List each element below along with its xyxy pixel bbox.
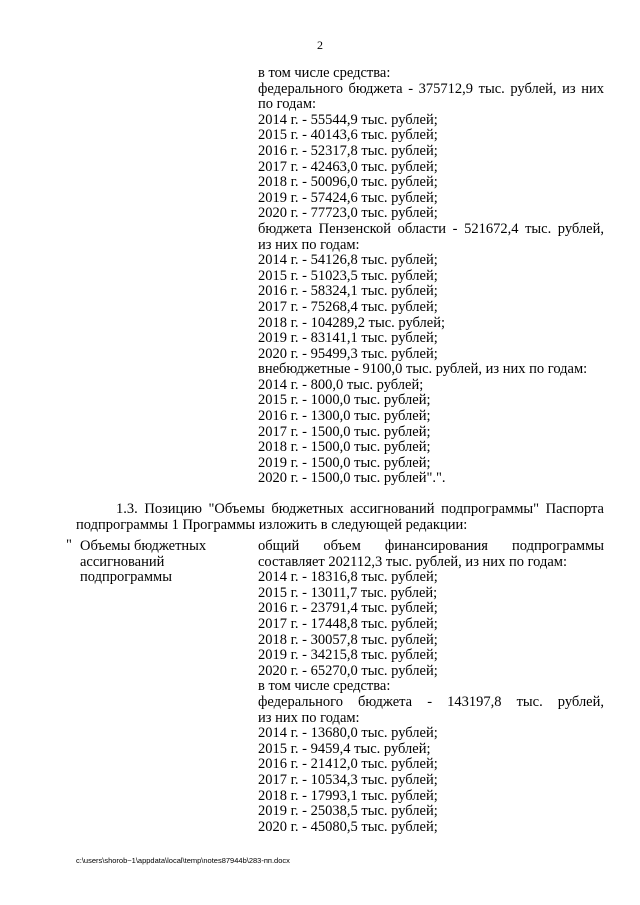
text-line: 2019 г. - 25038,5 тыс. рублей; <box>258 803 438 820</box>
page-number: 2 <box>317 38 323 52</box>
text-line: 2014 г. - 800,0 тыс. рублей; <box>258 376 424 393</box>
left-cell-line: подпрограммы <box>80 569 172 586</box>
text-line: 2017 г. - 75268,4 тыс. рублей; <box>258 298 438 315</box>
text-line: федерального бюджета - 375712,9 тыс. рублей, из них <box>258 80 604 97</box>
text-line: в том числе средства: <box>258 65 391 81</box>
text-line: из них по годам: <box>258 236 360 253</box>
table-left-cell <box>80 539 240 586</box>
text-line: 2019 г. - 57424,6 тыс. рублей; <box>258 189 438 206</box>
text-line: 2015 г. - 51023,5 тыс. рублей; <box>258 267 438 284</box>
text-line: 2016 г. - 1300,0 тыс. рублей; <box>258 408 431 425</box>
funding-details-bottom <box>258 539 604 835</box>
text-line: 2014 г. - 18316,8 тыс. рублей; <box>258 569 438 586</box>
text-line: 2017 г. - 17448,8 тыс. рублей; <box>258 615 438 632</box>
text-line: 2020 г. - 65270,0 тыс. рублей; <box>258 662 438 679</box>
text-line: из них по годам: <box>258 709 360 726</box>
text-line: по годам: <box>258 96 317 113</box>
text-line: 2018 г. - 50096,0 тыс. рублей; <box>258 174 438 191</box>
text-line: 2019 г. - 1500,0 тыс. рублей; <box>258 454 431 471</box>
text-line: 2014 г. - 54126,8 тыс. рублей; <box>258 252 438 269</box>
text-line: в том числе средства: <box>258 678 391 695</box>
text-line: 2015 г. - 13011,7 тыс. рублей; <box>258 584 438 601</box>
paragraph-line: подпрограммы 1 Программы изложить в следующей редакции: <box>76 517 468 533</box>
amendment-paragraph <box>76 501 604 533</box>
text-line: внебюджетные - 9100,0 тыс. рублей, из них по годам: <box>258 361 588 378</box>
text-line: 2016 г. - 52317,8 тыс. рублей; <box>258 142 438 159</box>
text-line: 2019 г. - 83141,1 тыс. рублей; <box>258 330 438 347</box>
text-line: бюджета Пензенской области - 521672,4 тыс. рублей, <box>258 220 604 237</box>
text-line: 2015 г. - 9459,4 тыс. рублей; <box>258 740 431 757</box>
funding-details-top <box>258 66 604 487</box>
text-line: 2014 г. - 13680,0 тыс. рублей; <box>258 725 438 742</box>
text-line: 2017 г. - 1500,0 тыс. рублей; <box>258 423 431 440</box>
left-cell-line: Объемы бюджетных <box>80 538 207 554</box>
text-line: 2017 г. - 10534,3 тыс. рублей; <box>258 771 438 788</box>
text-line: общий объем финансирования подпрограммы <box>258 538 604 554</box>
footer-file-path: c:\users\shorob~1\appdata\local\temp\notes87944b\283-пп.docx <box>76 856 290 865</box>
text-line: 2016 г. - 21412,0 тыс. рублей; <box>258 756 438 773</box>
text-line: 2018 г. - 104289,2 тыс. рублей; <box>258 314 445 331</box>
text-line: 2018 г. - 1500,0 тыс. рублей; <box>258 439 431 456</box>
text-line: 2015 г. - 40143,6 тыс. рублей; <box>258 127 438 144</box>
text-line: составляет 202112,3 тыс. рублей, из них по годам: <box>258 553 568 570</box>
text-line: 2020 г. - 95499,3 тыс. рублей; <box>258 345 438 362</box>
opening-quote-mark: " <box>66 537 72 553</box>
text-line: 2020 г. - 77723,0 тыс. рублей; <box>258 205 438 222</box>
text-line: 2017 г. - 42463,0 тыс. рублей; <box>258 158 438 175</box>
text-line: 2020 г. - 45080,5 тыс. рублей; <box>258 818 438 835</box>
text-line: 2015 г. - 1000,0 тыс. рублей; <box>258 392 431 409</box>
text-line: 2018 г. - 17993,1 тыс. рублей; <box>258 787 438 804</box>
text-line: 2020 г. - 1500,0 тыс. рублей".". <box>258 470 446 487</box>
text-line: 2016 г. - 58324,1 тыс. рублей; <box>258 283 438 300</box>
text-line: федерального бюджета - 143197,8 тыс. рублей, <box>258 693 604 710</box>
paragraph-line: 1.3. Позицию "Объемы бюджетных ассигнований подпрограммы" Паспорта <box>116 501 604 517</box>
left-cell-line: ассигнований <box>80 553 165 570</box>
text-line: 2018 г. - 30057,8 тыс. рублей; <box>258 631 438 648</box>
text-line: 2016 г. - 23791,4 тыс. рублей; <box>258 600 438 617</box>
text-line: 2019 г. - 34215,8 тыс. рублей; <box>258 647 438 664</box>
text-line: 2014 г. - 55544,9 тыс. рублей; <box>258 111 438 128</box>
